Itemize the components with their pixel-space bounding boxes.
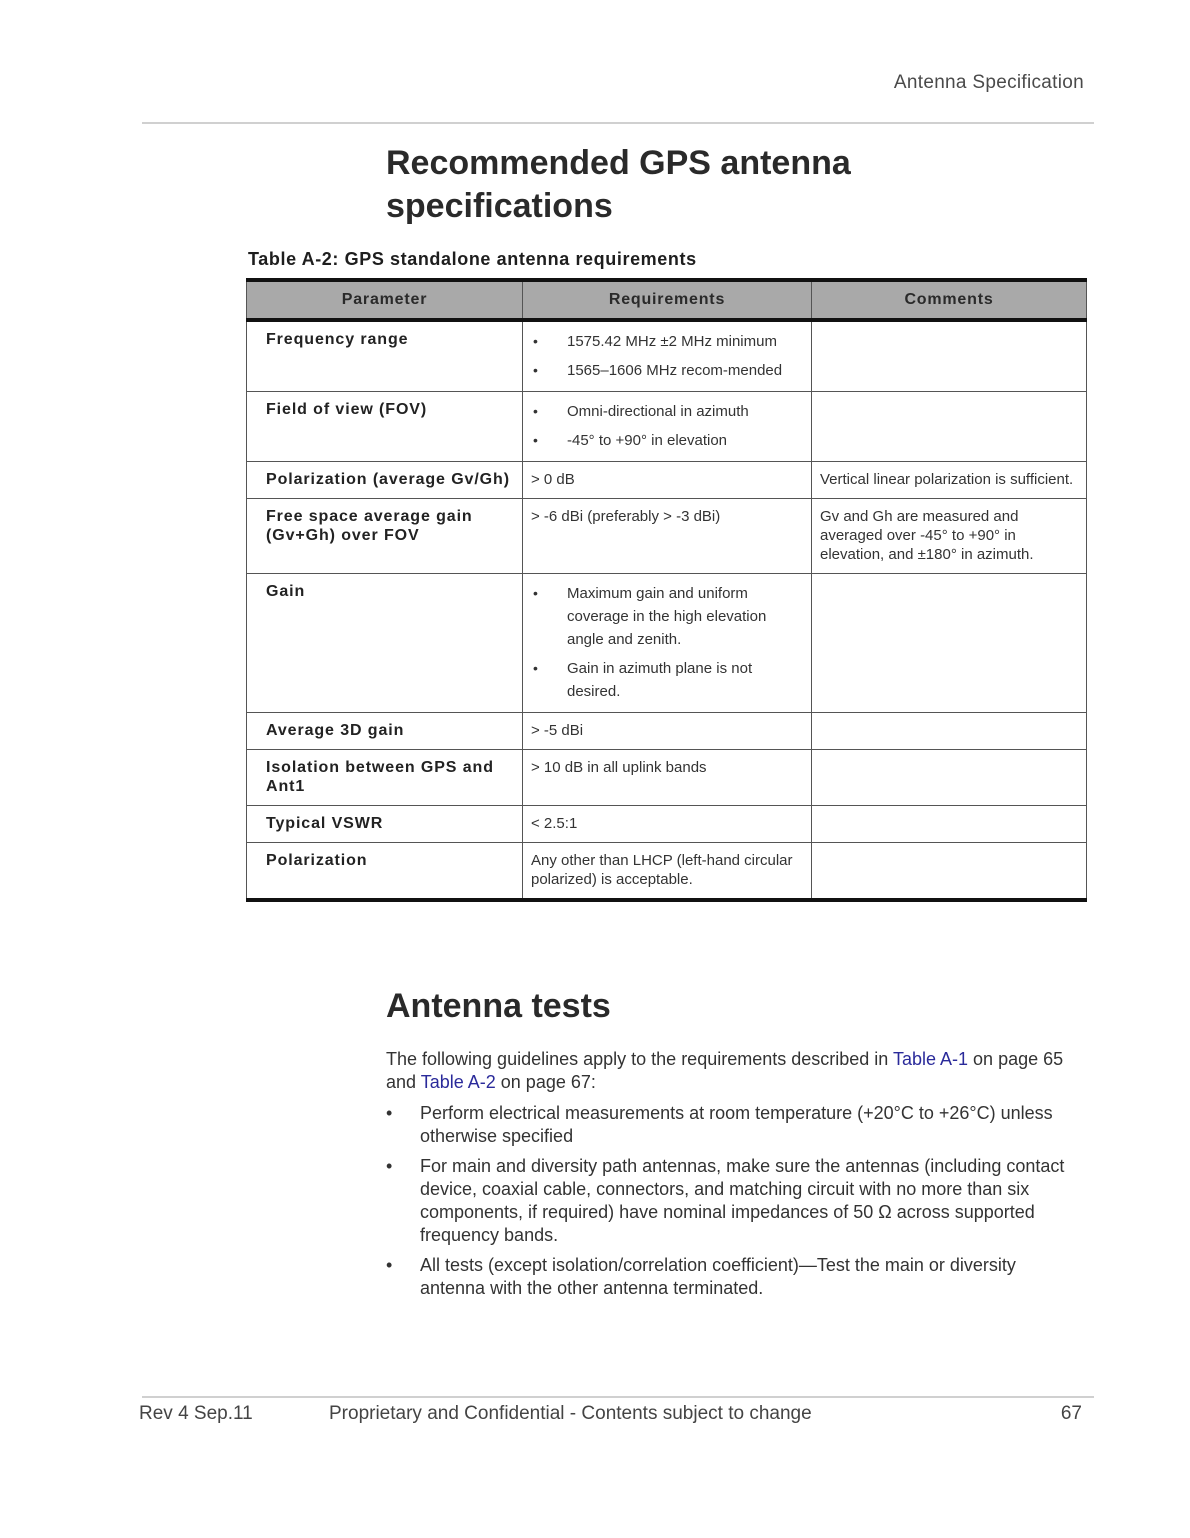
requirement-text: Gain in azimuth plane is not desired. xyxy=(567,660,753,700)
requirements-cell: Any other than LHCP (left-hand circular polarized) is acceptable. xyxy=(523,843,812,901)
table-row xyxy=(247,392,1087,462)
bullet-icon: • xyxy=(533,362,538,378)
requirement-text: Maximum gain and uniform coverage in the high elevation angle and zenith. xyxy=(567,585,767,648)
bullet-icon: • xyxy=(386,1103,393,1123)
parameter-cell: Polarization (average Gv/Gh) xyxy=(247,462,523,499)
requirement-text: 1575.42 MHz ±2 MHz minimum xyxy=(567,333,777,350)
section-title-gps-specs: Recommended GPS antenna specifications xyxy=(386,144,851,225)
list-item xyxy=(386,1254,1076,1300)
table-caption: Table A-2: GPS standalone antenna requirements xyxy=(248,249,697,269)
requirements-cell: > -5 dBi xyxy=(523,713,812,750)
bullet-icon: • xyxy=(533,585,538,601)
parameter-cell: Frequency range xyxy=(247,320,523,392)
requirements-cell xyxy=(523,392,812,462)
requirements-cell: > 10 dB in all uplink bands xyxy=(523,750,812,806)
comments-cell xyxy=(812,392,1087,462)
parameter-cell: Gain xyxy=(247,574,523,713)
requirement-item xyxy=(531,429,803,452)
bullet-icon: • xyxy=(533,333,538,349)
table-a2-link[interactable]: Table A-2 xyxy=(420,1072,496,1092)
comments-cell xyxy=(812,320,1087,392)
gps-requirements-table xyxy=(246,278,1087,902)
column-header-requirements: Requirements xyxy=(523,280,812,320)
requirements-cell xyxy=(523,574,812,713)
parameter-cell: Typical VSWR xyxy=(247,806,523,843)
list-item xyxy=(386,1102,1076,1148)
parameter-cell: Free space average gain (Gv+Gh) over FOV xyxy=(247,499,523,574)
section-title-antenna-tests: Antenna tests xyxy=(386,987,611,1025)
comments-cell xyxy=(812,806,1087,843)
requirement-item xyxy=(531,330,803,353)
column-header-parameter: Parameter xyxy=(247,280,523,320)
intro-text: on page 65 and xyxy=(386,1049,1064,1092)
comments-cell xyxy=(812,713,1087,750)
parameter-cell: Average 3D gain xyxy=(247,713,523,750)
requirement-item xyxy=(531,582,803,651)
guideline-text: All tests (except isolation/correlation coefficient)—Test the main or diversity antenna with the other antenna terminated. xyxy=(420,1255,1016,1298)
guideline-text: For main and diversity path antennas, make sure the antennas (including contact device, coaxial cable, connectors, and matching circuit with no more than six components, if required) have nominal impedances of 50 Ω across supported frequency bands. xyxy=(420,1156,1065,1245)
table-row xyxy=(247,462,1087,499)
bullet-icon: • xyxy=(533,432,538,448)
table-row xyxy=(247,750,1087,806)
table-row xyxy=(247,320,1087,392)
table-row xyxy=(247,806,1087,843)
guideline-text: Perform electrical measurements at room temperature (+20°C to +26°C) unless otherwise specified xyxy=(420,1103,1053,1146)
bullet-icon: • xyxy=(533,660,538,676)
list-item xyxy=(386,1155,1076,1247)
running-header: Antenna Specification xyxy=(893,72,1084,93)
table-header-row xyxy=(247,280,1087,320)
footer-notice: Proprietary and Confidential - Contents subject to change xyxy=(329,1403,812,1424)
intro-text: on page 67: xyxy=(495,1072,596,1092)
column-header-comments: Comments xyxy=(812,280,1087,320)
table-row xyxy=(247,574,1087,713)
requirement-text: 1565–1606 MHz recom-mended xyxy=(567,362,783,379)
parameter-cell: Polarization xyxy=(247,843,523,901)
requirement-text: Omni-directional in azimuth xyxy=(567,403,749,420)
comments-cell xyxy=(812,574,1087,713)
comments-cell: Gv and Gh are measured and averaged over -45° to +90° in elevation, and ±180° in azimuth. xyxy=(812,499,1087,574)
intro-text: The following guidelines apply to the requirements described in xyxy=(386,1049,893,1069)
guidelines-list xyxy=(386,1102,1076,1300)
footer-revision: Rev 4 Sep.11 xyxy=(139,1403,253,1424)
requirement-item xyxy=(531,359,803,382)
intro-paragraph xyxy=(386,1048,1076,1094)
comments-cell xyxy=(812,750,1087,806)
requirements-cell: > -6 dBi (preferably > -3 dBi) xyxy=(523,499,812,574)
requirements-cell: > 0 dB xyxy=(523,462,812,499)
bullet-icon: • xyxy=(386,1156,393,1176)
page-number: 67 xyxy=(1060,1403,1082,1424)
antenna-tests-body xyxy=(386,1048,1076,1307)
requirements-cell xyxy=(523,320,812,392)
parameter-cell: Isolation between GPS and Ant1 xyxy=(247,750,523,806)
footer-divider xyxy=(142,1396,1094,1398)
header-divider xyxy=(142,122,1094,124)
comments-cell: Vertical linear polarization is sufficient. xyxy=(812,462,1087,499)
comments-cell xyxy=(812,843,1087,901)
requirements-cell: < 2.5:1 xyxy=(523,806,812,843)
table-row xyxy=(247,713,1087,750)
table-row xyxy=(247,843,1087,901)
bullet-icon: • xyxy=(533,403,538,419)
parameter-cell: Field of view (FOV) xyxy=(247,392,523,462)
table-row xyxy=(247,499,1087,574)
requirement-item xyxy=(531,400,803,423)
requirement-text: -45° to +90° in elevation xyxy=(567,432,728,449)
bullet-icon: • xyxy=(386,1255,393,1275)
table-a1-link[interactable]: Table A-1 xyxy=(892,1049,969,1069)
requirement-item xyxy=(531,657,803,703)
